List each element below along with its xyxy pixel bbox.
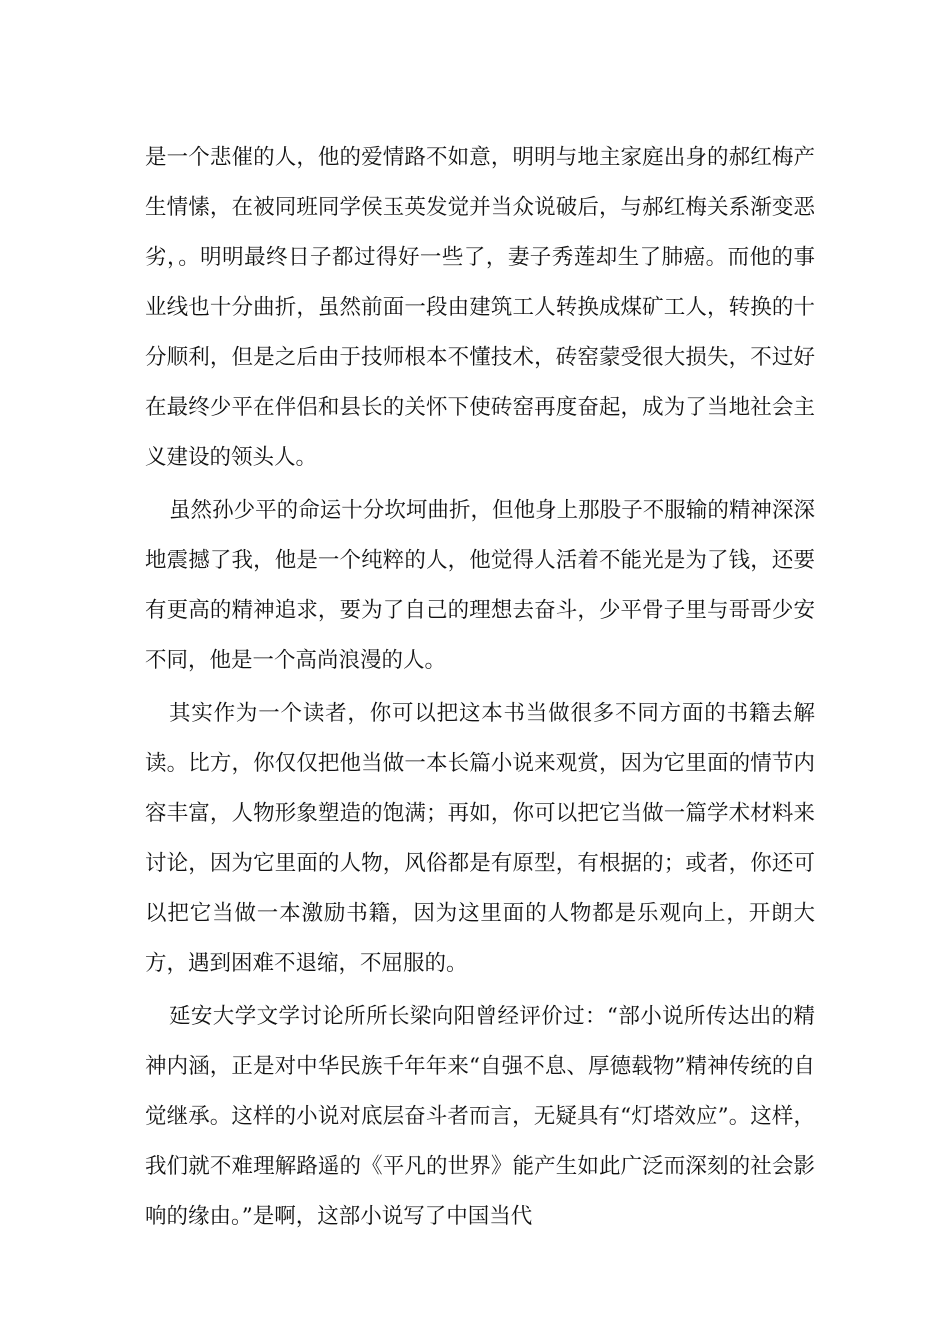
body-text <box>145 133 815 1242</box>
paragraph-continuation: 是一个悲催的人，他的爱情路不如意，明明与地主家庭出身的郝红梅产生情愫，在被同班同学侯玉英发觉并当众说破后，与郝红梅关系渐变恶劣，。明明最终日子都过得好一些了，妻子秀莲却生了肺癌。而他的事业线也十分曲折，虽然前面一段由建筑工人转换成煤矿工人，转换的十分顺利，但是之后由于技师根本不懂技术，砖窑蒙受很大损失，不过好在最终少平在伴侣和县长的关怀下使砖窑再度奋起，成为了当地社会主义建设的领头人。 <box>145 145 815 470</box>
paragraph-reader: 其实作为一个读者，你可以把这本书当做很多不同方面的书籍去解读。比方，你仅仅把他当做一本长篇小说来观赏，因为它里面的情节内容丰富，人物形象塑造的饱满；再如，你可以把它当做一篇学术材料来讨论，因为它里面的人物，风俗都是有原型，有根据的；或者，你还可以把它当做一本激励书籍，因为这里面的人物都是乐观向上，开朗大方，遇到困难不退缩，不屈服的。 <box>145 701 815 976</box>
paragraph-quote: 延安大学文学讨论所所长梁向阳曾经评价过：“部小说所传达出的精神内涵，正是对中华民族千年年来“自强不息、厚德载物”精神传统的自觉继承。这样的小说对底层奋斗者而言，无疑具有“灯塔效应”。这样，我们就不难理解路遥的《平凡的世界》能产生如此广泛而深刻的社会影响的缘由。”是啊，这部小说写了中国当代 <box>145 1004 815 1229</box>
paragraph-sun-shaoping: 虽然孙少平的命运十分坎坷曲折，但他身上那股子不服输的精神深深地震撼了我，他是一个纯粹的人，他觉得人活着不能光是为了钱，还要有更高的精神追求，要为了自己的理想去奋斗，少平骨子里与哥哥少安不同，他是一个高尚浪漫的人。 <box>145 498 815 673</box>
